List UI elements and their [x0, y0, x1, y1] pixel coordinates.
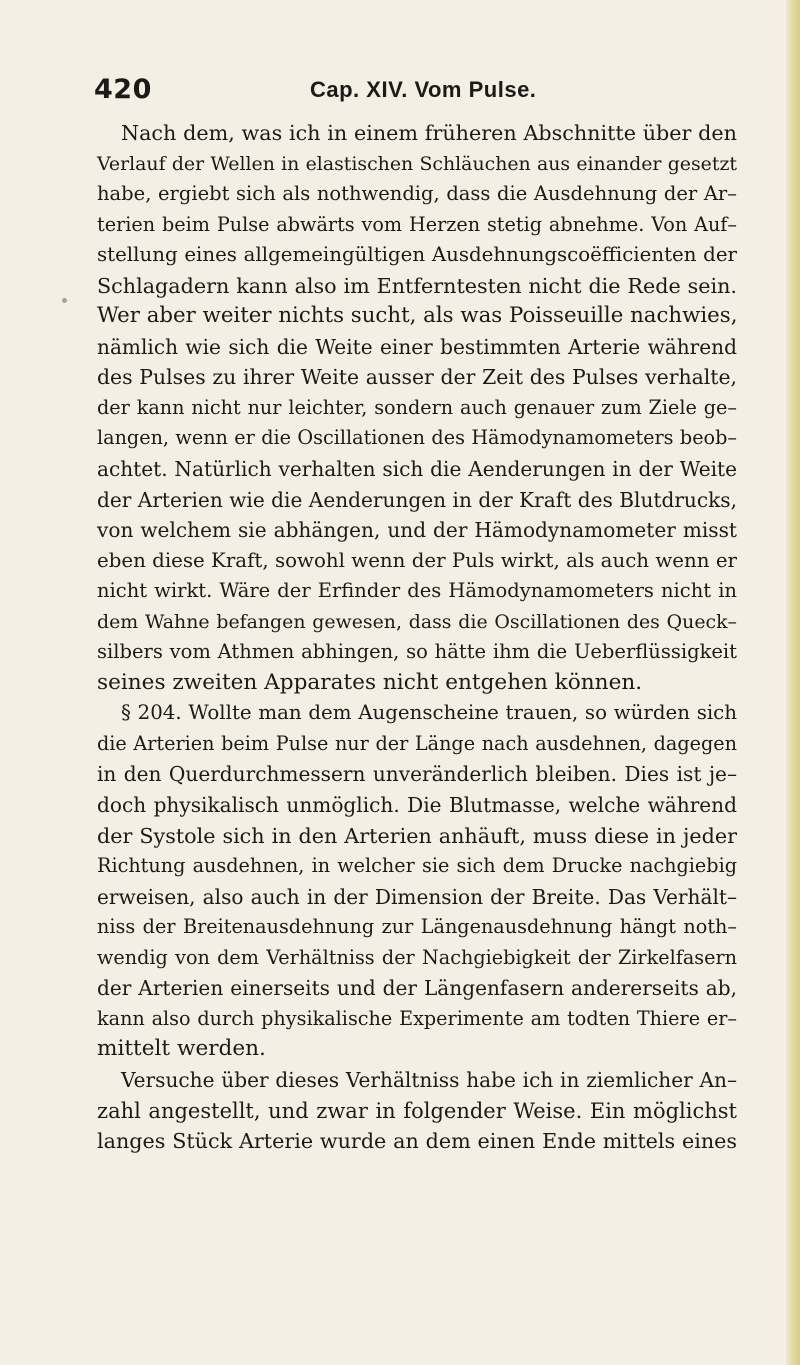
text-line: eben diese Kraft, sowohl wenn der Puls wirkt, als auch wenn er — [97, 548, 737, 572]
text-line: Richtung ausdehnen, in welcher sie sich dem Drucke nachgiebig — [97, 854, 737, 878]
text-line: seines zweiten Apparates nicht entgehen können. — [97, 669, 643, 695]
text-line: nämlich wie sich die Weite einer bestimmten Arterie während — [97, 334, 737, 359]
text-line: doch physikalisch unmöglich. Die Blutmasse, welche während — [97, 793, 737, 818]
text-line: mittelt werden. — [97, 1036, 266, 1062]
page-header — [94, 74, 734, 114]
text-line: achtet. Natürlich verhalten sich die Aenderungen in der Weite — [97, 457, 737, 482]
text-line: erweisen, also auch in der Dimension der Breite. Das Verhält– — [97, 884, 737, 909]
text-line: nicht wirkt. Wäre der Erfinder des Hämodynamometers nicht in — [97, 579, 737, 603]
text-line: des Pulses zu ihrer Weite ausser der Zeit des Pulses verhalte, — [97, 365, 737, 390]
ink-spot — [62, 298, 67, 303]
text-line: Wer aber weiter nichts sucht, als was Poisseuille nachwies, — [97, 303, 738, 329]
text-line: stellung eines allgemeingültigen Ausdehnungscoëfficienten der — [97, 243, 737, 267]
text-line: wendig von dem Verhältniss der Nachgiebigkeit der Zirkelfasern — [97, 945, 737, 969]
text-line: langen, wenn er die Oscillationen des Hämodynamometers beob– — [97, 426, 737, 450]
text-line: der Arterien wie die Aenderungen in der Kraft des Blutdrucks, — [97, 487, 737, 512]
text-line: habe, ergiebt sich als nothwendig, dass die Ausdehnung der Ar– — [97, 182, 737, 206]
text-line: der Arterien einerseits und der Längenfasern andererseits ab, — [97, 976, 737, 1001]
text-line: niss der Breitenausdehnung zur Längenausdehnung hängt noth– — [97, 915, 737, 939]
page-number: 420 — [94, 74, 152, 105]
text-line: von welchem sie abhängen, und der Hämodynamometer misst — [97, 518, 737, 543]
text-line: der Systole sich in den Arterien anhäuft, muss diese in jeder — [97, 823, 737, 848]
text-line: der kann nicht nur leichter, sondern auch genauer zum Ziele ge– — [97, 395, 737, 419]
text-line: Versuche über dieses Verhältniss habe ich in ziemlicher An– — [121, 1067, 737, 1092]
running-head: Cap. XIV. Vom Pulse. — [310, 77, 537, 102]
text-line: die Arterien beim Pulse nur der Länge nach ausdehnen, dagegen — [97, 731, 737, 755]
text-line: langes Stück Arterie wurde an dem einen Ende mittels eines — [97, 1129, 737, 1154]
text-line: § 204. Wollte man dem Augenscheine trauen, so würden sich — [121, 701, 737, 725]
page-edge — [786, 0, 800, 1365]
body-text — [97, 118, 737, 1157]
text-line: dem Wahne befangen gewesen, dass die Oscillationen des Queck– — [97, 610, 737, 633]
text-line: in den Querdurchmessern unveränderlich bleiben. Dies ist je– — [97, 762, 737, 787]
text-line: terien beim Pulse abwärts vom Herzen stetig abnehme. Von Auf– — [97, 212, 737, 236]
text-line: zahl angestellt, und zwar in folgender Weise. Ein möglichst — [97, 1098, 737, 1123]
text-line: silbers vom Athmen abhingen, so hätte ihm die Ueberflüssigkeit — [97, 640, 737, 664]
text-line: kann also durch physikalische Experimente am todten Thiere er– — [97, 1006, 737, 1030]
text-line: Schlagadern kann also im Entferntesten nicht die Rede sein. — [97, 273, 737, 298]
text-line: Nach dem, was ich in einem früheren Abschnitte über den — [121, 121, 737, 145]
text-line: Verlauf der Wellen in elastischen Schläuchen aus einander gesetzt — [97, 152, 737, 175]
